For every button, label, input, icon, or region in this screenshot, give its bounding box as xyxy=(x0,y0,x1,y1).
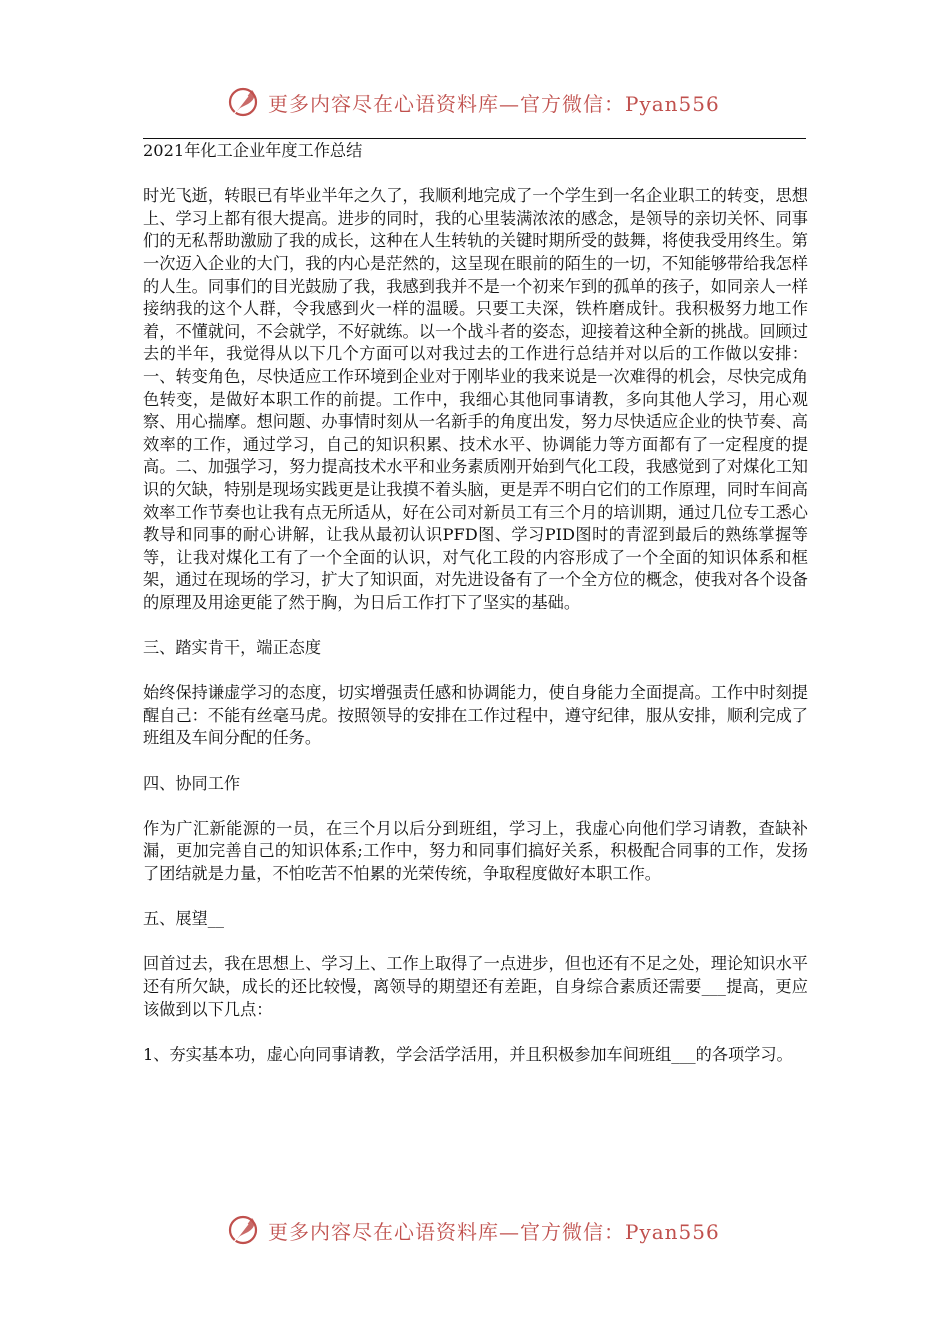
feather-pen-logo-icon xyxy=(226,84,262,120)
header-divider xyxy=(143,138,806,139)
paragraph-section-3: 始终保持谦虚学习的态度，切实增强责任感和协调能力，使自身能力全面提高。工作中时刻提醒自己：不能有丝毫马虎。按照领导的安排在工作过程中，遵守纪律，服从安排，顺利完成了班组及车间分配的任务。 xyxy=(143,683,808,748)
feather-pen-logo-icon xyxy=(226,1212,262,1248)
paragraph-intro: 时光飞逝，转眼已有毕业半年之久了，我顺利地完成了一个学生到一名企业职工的转变，思想上、学习上都有很大提高。进步的同时，我的心里装满浓浓的感念，是领导的亲切关怀、同事们的无私帮助激励了我的成长，这种在人生转轨的关键时期所受的鼓舞，将使我受用终生。第一次迈入企业的大门，我的内心是茫然的，这呈现在眼前的陌生的一切，不知能够带给我怎样的人生。同事们的目光鼓励了我，我感到我并不是一个初来乍到的孤单的孩子，如同亲人一样接纳我的这个人群，令我感到火一样的温暖。只要工夫深，铁杵磨成针。我积极努力地工作着，不懂就问，不会就学，不好就练。以一个战斗者的姿态，迎接着这种全新的挑战。回顾过去的半年，我觉得从以下几个方面可以对我过去的工作进行总结并对以后的工作做以安排：一、转变角色，尽快适应工作环境到企业对于刚毕业的我来说是一次难得的机会，尽快完成角色转变，是做好本职工作的前提。工作中，我细心其他同事请教，多向其他人学习，用心观察、用心揣摩。想问题、办事情时刻从一名新手的角度出发，努力尽快适应企业的快节奏、高效率的工作，通过学习，自己的知识积累、技术水平、协调能力等方面都有了一定程度的提高。二、加强学习，努力提高技术水平和业务素质刚开始到气化工段，我感觉到了对煤化工知识的欠缺，特别是现场实践更是让我摸不着头脑，更是弄不明白它们的工作原理，同时车间高效率工作节奏也让我有点无所适从，好在公司对新员工有三个月的培训期，通过几位专工悉心教导和同事的耐心讲解，让我从最初认识PFD图、学习PID图时的青涩到最后的熟练掌握等等，让我对煤化工有了一个全面的认识，对气化工段的内容形成了一个全面的知识体系和框架，通过在现场的学习，扩大了知识面，对先进设备有了一个全方位的概念，使我对各个设备的原理及用途更能了然于胸，为日后工作打下了坚实的基础。 xyxy=(143,186,808,612)
footer-banner-text: 更多内容尽在心语资料库—官方微信：Pyan556 xyxy=(268,1219,720,1244)
header-banner[interactable] xyxy=(226,82,746,122)
footer-banner[interactable] xyxy=(226,1210,746,1250)
document-title: 2021年化工企业年度工作总结 xyxy=(143,141,363,160)
section-heading-3: 三、踏实肯干，端正态度 xyxy=(143,638,322,658)
list-item-1: 1、夯实基本功，虚心向同事请教，学会活学活用，并且积极参加车间班组___的各项学习。 xyxy=(143,1044,793,1064)
document-body xyxy=(143,140,808,1089)
section-heading-5: 五、展望__ xyxy=(143,909,224,929)
paragraph-section-4: 作为广汇新能源的一员，在三个月以后分到班组，学习上，我虚心向他们学习请教，查缺补漏，更加完善自己的知识体系;工作中，努力和同事们搞好关系，积极配合同事的工作，发扬了团结就是力量，不怕吃苦不怕累的光荣传统，争取程度做好本职工作。 xyxy=(143,818,808,883)
paragraph-section-5: 回首过去，我在思想上、学习上、工作上取得了一点进步，但也还有不足之处，理论知识水平还有所欠缺，成长的还比较慢，离领导的期望还有差距，自身综合素质还需要___提高，更应该做到以下几点： xyxy=(143,954,808,1019)
section-heading-4: 四、协同工作 xyxy=(143,773,241,793)
header-banner-text: 更多内容尽在心语资料库—官方微信：Pyan556 xyxy=(268,91,720,116)
